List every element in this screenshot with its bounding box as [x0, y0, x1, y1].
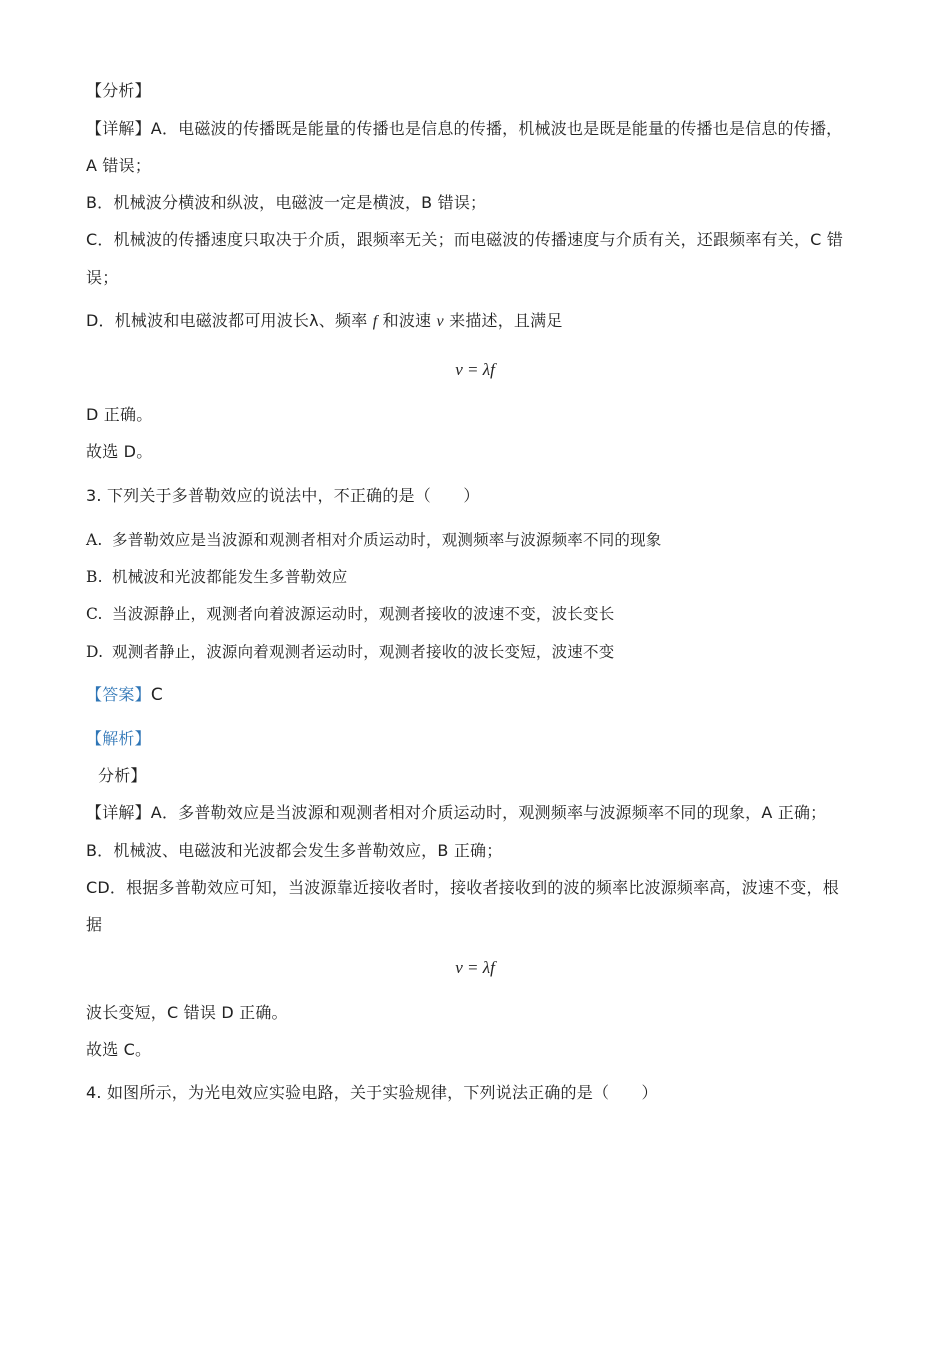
q2-c-line1: C．机械波的传播速度只取决于介质，跟频率无关；而电磁波的传播速度与介质有关，还跟频率有关，C 错 — [86, 230, 844, 249]
option-text: 机械波和光波都能发生多普勒效应 — [112, 568, 348, 586]
option-label: D. — [86, 643, 104, 661]
q3-question: 3. 下列关于多普勒效应的说法中，不正确的是（ ） — [86, 486, 480, 505]
q3-cd-line1: CD．根据多普勒效应可知，当波源靠近接收者时，接收者接收到的波的频率比波源频率高，波速不变，根 — [86, 878, 839, 897]
q3-choose: 故选 C。 — [86, 1040, 152, 1059]
q2-d-text-a: D．机械波和电磁波都可用波长λ、频率 — [86, 311, 373, 330]
answer-tag: 【答案】 — [86, 685, 151, 704]
option-label: A. — [86, 531, 103, 549]
q3-answer — [86, 685, 163, 705]
q3-option-c — [86, 604, 614, 624]
q3-option-b — [86, 567, 348, 587]
q2-d-symbol-v: v — [436, 313, 444, 330]
q2-choose: 故选 D。 — [86, 442, 153, 461]
q3-cd-line2: 据 — [86, 915, 103, 934]
q3-analysis-heading: 分析】 — [98, 766, 147, 785]
q2-d-correct: D 正确。 — [86, 405, 153, 424]
option-text: 当波源静止，观测者向着波源运动时，观测者接收的波速不变，波长变长 — [112, 605, 615, 623]
q3-conclusion: 波长变短，C 错误 D 正确。 — [86, 1003, 288, 1022]
option-label: B. — [86, 568, 103, 586]
answer-value: C — [150, 685, 163, 705]
q2-d-text-c: 来描述，且满足 — [443, 311, 563, 330]
q2-detail-line2: A 错误； — [86, 156, 152, 175]
q3-b-line: B．机械波、电磁波和光波都会发生多普勒效应，B 正确； — [86, 841, 503, 860]
q2-b-line: B．机械波分横波和纵波，电磁波一定是横波，B 错误； — [86, 193, 487, 212]
q2-analysis-heading: 【分析】 — [86, 81, 151, 100]
q3-option-d — [86, 642, 614, 662]
option-text: 多普勒效应是当波源和观测者相对介质运动时，观测频率与波源频率不同的现象 — [112, 531, 662, 549]
q3-detail-line1: 【详解】A．多普勒效应是当波源和观测者相对介质运动时，观测频率与波源频率不同的现象，A 正确； — [86, 803, 827, 822]
option-label: C. — [86, 605, 103, 623]
q3-explain-tag: 【解析】 — [86, 729, 151, 748]
q2-formula: v = λf — [455, 360, 495, 379]
q4-question: 4. 如图所示，为光电效应实验电路，关于实验规律，下列说法正确的是（ ） — [86, 1083, 658, 1102]
q3-option-a — [86, 530, 662, 550]
q2-detail-line1: 【详解】A．电磁波的传播既是能量的传播也是信息的传播，机械波也是既是能量的传播也是信息的传播， — [86, 119, 843, 138]
q2-d-line — [86, 311, 563, 332]
q2-d-text-b: 和波速 — [377, 311, 437, 330]
option-text: 观测者静止，波源向着观测者运动时，观测者接收的波长变短，波速不变 — [112, 643, 615, 661]
q2-d-symbol-f: f — [372, 313, 378, 330]
q3-formula: v = λf — [455, 958, 495, 977]
q2-c-line2: 误； — [86, 268, 119, 287]
